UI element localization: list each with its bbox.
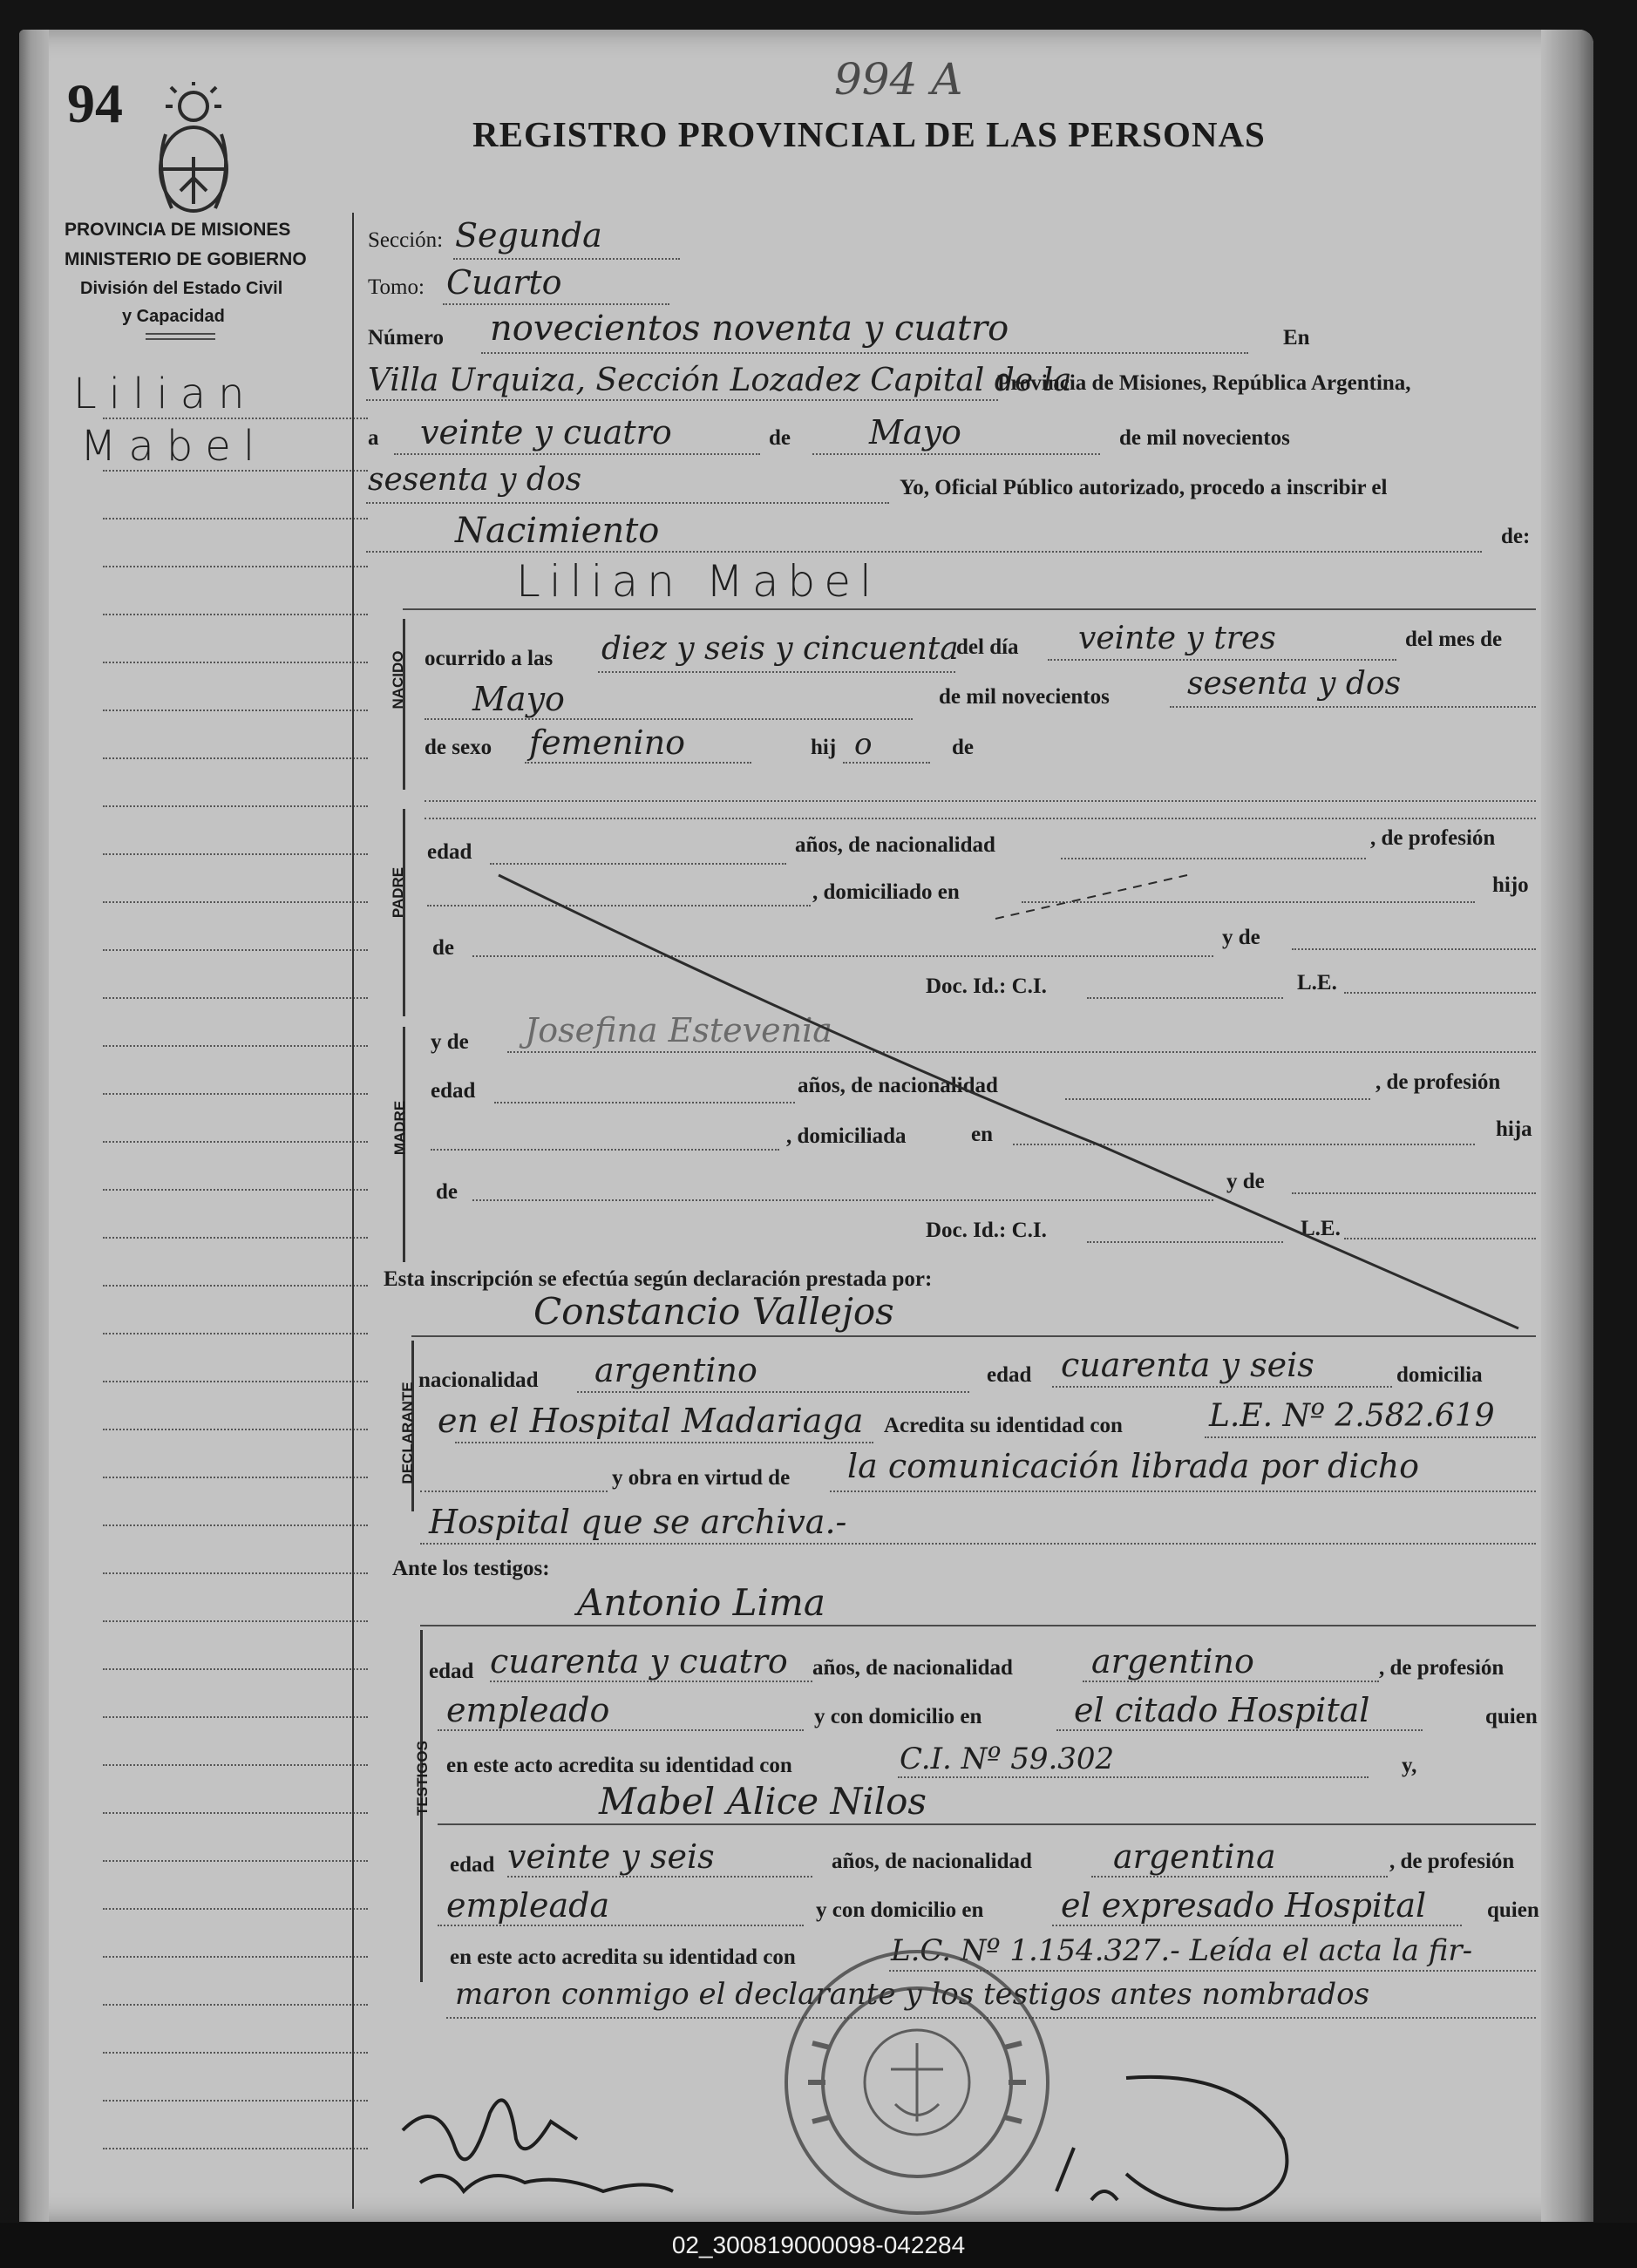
declarante-domicilia-label: domicilia (1396, 1363, 1483, 1387)
padre-side-label: PADRE (390, 866, 406, 919)
acredita-label: Acredita su identidad con (884, 1414, 1123, 1437)
mes-acta-line (812, 453, 1100, 455)
testigo1-nac-line (1083, 1681, 1379, 1682)
obra-pre-line (420, 1490, 608, 1492)
tomo-value: Cuarto (446, 263, 562, 302)
numero-line (481, 352, 1248, 354)
declarante-id: L.E. Nº 2.582.619 (1209, 1398, 1495, 1434)
testigo2-edad-line (507, 1876, 812, 1878)
hij-de-label: de (952, 736, 974, 759)
a-label: a (368, 426, 379, 450)
hij-suffix-value: o (854, 727, 873, 762)
testigo1-edad-line (490, 1681, 812, 1682)
ocurrido-label: ocurrido a las (425, 647, 554, 670)
testigo1-acredita-label: en este acto acredita su identidad con (446, 1754, 792, 1777)
declarante-nombre-line (411, 1335, 1536, 1337)
acto-line (366, 551, 1482, 553)
testigo1-prof-line (438, 1729, 804, 1731)
testigo2-nombre: Mabel Alice Nilos (599, 1780, 927, 1823)
testigo1-domicilio-label: y con domicilio en (814, 1705, 982, 1728)
testigo2-nacionalidad: argentina (1113, 1837, 1276, 1876)
testigo2-edad-label: edad (450, 1853, 495, 1877)
lugar-line (366, 399, 998, 401)
declarante-side-label: DECLARANTE (399, 1382, 416, 1484)
testigo1-nac-label: años, de nacionalidad (812, 1656, 1013, 1680)
anio-acta-value: sesenta y dos (368, 462, 582, 498)
madre-nombre-value: Josefina Estevenia (525, 1011, 832, 1049)
anio-nac-value: sesenta y dos (1187, 666, 1402, 702)
seccion-line (453, 258, 680, 260)
mes-nac-line (425, 718, 913, 720)
office-ministry: MINISTERIO DE GOBIERNO (65, 249, 307, 269)
declarante-domicilio: en el Hospital Madariaga (438, 1402, 864, 1440)
virtud-line-2 (420, 1543, 1536, 1545)
declarante-nac-label: nacionalidad (418, 1368, 539, 1392)
padre-edad-label: edad (427, 840, 472, 864)
sexo-line (525, 762, 751, 764)
anio-nac-line (1170, 706, 1536, 708)
dia-nac-line (1048, 659, 1396, 661)
tomo-line (443, 303, 669, 305)
hijo-label: hijo (1492, 873, 1529, 897)
madre-le-label: L.E. (1301, 1217, 1341, 1240)
padre-prof-label: , de profesión (1370, 826, 1496, 850)
office-province: PROVINCIA DE MISIONES (65, 220, 291, 240)
office-division: División del Estado Civil (80, 279, 283, 298)
testigo2-prof-line (438, 1925, 804, 1926)
archive-annotation: 994 A (834, 54, 963, 105)
testigo2-acredita-label: en este acto acredita su identidad con (450, 1945, 796, 1969)
testigo1-profesion: empleado (446, 1691, 610, 1729)
virtud-line (830, 1490, 1536, 1492)
padre-y-de-label: y de (1222, 926, 1260, 949)
testigo1-edad: cuarenta y cuatro (490, 1642, 788, 1681)
testigo1-quien-label: quien (1485, 1705, 1538, 1728)
seccion-label: Sección: (368, 228, 444, 252)
y-coma-label: y, (1402, 1754, 1417, 1777)
hij-label: hij (811, 736, 837, 759)
signature-declarante (385, 2061, 699, 2209)
declarante-domicilio-line (455, 1442, 873, 1443)
declarante-id-line (1205, 1436, 1536, 1438)
seccion-value: Segunda (455, 216, 602, 255)
provincia-label: Provincia de Misiones, República Argentina, (997, 371, 1411, 395)
padre-de-label: de (432, 936, 454, 960)
testigo2-nac-label: años, de nacionalidad (832, 1850, 1032, 1873)
testigo2-edad: veinte y seis (507, 1837, 715, 1876)
nombre-line (403, 608, 1536, 610)
oficial-label: Yo, Oficial Público autorizado, procedo a inscribir el (900, 476, 1388, 499)
madre-domicilio-label: , domiciliada (786, 1124, 907, 1148)
de-label: de (769, 426, 791, 450)
official-seal-stamp (778, 1939, 1056, 2222)
declarante-edad-line (1052, 1386, 1392, 1388)
madre-prof-label: , de profesión (1375, 1070, 1501, 1094)
padre-doc-label: Doc. Id.: C.I. (926, 974, 1047, 998)
tomo-label: Tomo: (368, 275, 425, 299)
de-mil-label: de mil novecientos (1119, 426, 1290, 450)
footer-bar (0, 2223, 1637, 2268)
madre-side-label: MADRE (391, 1100, 408, 1156)
virtud-value: la comunicación librada por dicho (847, 1447, 1420, 1485)
hij-line (843, 762, 930, 764)
book-binding (19, 30, 49, 2222)
obra-label: y obra en virtud de (612, 1466, 791, 1490)
madre-edad-label: edad (431, 1079, 476, 1103)
sexo-value: femenino (529, 723, 686, 762)
madre-y-de-label: y de (431, 1030, 469, 1054)
testigo1-domicilio: el citado Hospital (1074, 1691, 1370, 1729)
virtud-value-2: Hospital que se archiva.- (429, 1503, 847, 1541)
cierre-text: maron conmigo el declarante y los testigos antes nombrados (455, 1977, 1370, 2012)
testigo2-quien-label: quien (1487, 1898, 1539, 1922)
register-page (19, 30, 1593, 2222)
padre-le-label: L.E. (1297, 971, 1337, 995)
testigos-side-label: TESTIGOS (414, 1741, 431, 1816)
declarante-edad-label: edad (987, 1363, 1032, 1387)
margin-divider (352, 213, 354, 2209)
anio-acta-line (366, 502, 889, 504)
de-colon-label: de: (1501, 525, 1531, 548)
hora-line (598, 671, 955, 673)
del-mes-label: del mes de (1405, 628, 1503, 651)
dia-acta-value: veinte y cuatro (420, 413, 672, 452)
coat-of-arms-emblem (150, 82, 237, 230)
hija-label: hija (1496, 1117, 1532, 1141)
mes-nac-value: Mayo (472, 680, 565, 718)
testigo2-domicilio-line (1052, 1925, 1462, 1926)
testigo2-id: L.C. Nº 1.154.327.- Leída el acta la fir- (891, 1933, 1473, 1968)
nacido-side-label: NACIDO (390, 650, 406, 710)
testigo2-domicilio-label: y con domicilio en (816, 1898, 984, 1922)
margin-name-second: Mabel (80, 422, 268, 471)
signature-oficial (1022, 2061, 1309, 2217)
testigo1-prof-label: , de profesión (1379, 1656, 1505, 1680)
office-underline-2 (146, 338, 215, 340)
madre-y-de2-label: y de (1226, 1170, 1265, 1193)
padre-domicilio-label: , domiciliado en (812, 880, 960, 904)
testigo2-nombre-line (438, 1823, 1536, 1825)
testigo2-nac-line (1091, 1876, 1388, 1878)
testigo2-domicilio: el expresado Hospital (1061, 1886, 1427, 1925)
dia-nac-value: veinte y tres (1078, 621, 1276, 656)
madre-de-label: de (436, 1180, 458, 1204)
mes-acta-value: Mayo (869, 413, 961, 452)
office-division-2: y Capacidad (122, 307, 225, 326)
office-underline (146, 333, 215, 335)
nombre-inscripto: Lilian Mabel (516, 556, 880, 607)
numero-label: Número (368, 326, 445, 350)
scan-identifier: 02_300819000098-042284 (671, 2231, 966, 2258)
page-number: 94 (67, 72, 123, 134)
declarante-edad: cuarenta y seis (1061, 1346, 1314, 1384)
sexo-label: de sexo (425, 736, 492, 759)
padre-nac-label: años, de nacionalidad (795, 833, 995, 857)
page-edge (1541, 30, 1593, 2222)
hora-value: diez y seis y cincuenta (601, 631, 959, 667)
del-dia-label: del día (956, 635, 1019, 659)
testigo1-domicilio-line (1056, 1729, 1423, 1731)
declaracion-text: Esta inscripción se efectúa según declaración prestada por: (384, 1267, 933, 1291)
testigo1-edad-label: edad (429, 1660, 474, 1683)
declarante-nac-line (577, 1391, 969, 1393)
declarante-nombre: Constancio Vallejos (533, 1290, 894, 1333)
declarante-nacionalidad: argentino (594, 1351, 757, 1389)
testigo1-id-line (898, 1776, 1369, 1778)
madre-nac-label: años, de nacionalidad (798, 1074, 998, 1097)
testigo2-prof-label: , de profesión (1389, 1850, 1515, 1873)
nacido-parent-line (425, 800, 1536, 802)
de-mil-nac-label: de mil novecientos (939, 685, 1110, 709)
testigo1-id: C.I. Nº 59.302 (900, 1742, 1115, 1776)
madre-en-label: en (971, 1123, 993, 1146)
testigo1-nombre: Antonio Lima (577, 1581, 825, 1624)
acto-value: Nacimiento (455, 511, 660, 551)
padre-name-line (425, 818, 1536, 819)
testigo1-nacionalidad: argentino (1091, 1642, 1254, 1681)
testigo1-nombre-line (420, 1625, 1536, 1626)
lugar-value: Villa Urquiza, Sección Lozadez Capital de la (368, 363, 1072, 398)
dia-acta-line (394, 453, 760, 455)
testigo2-profesion: empleada (446, 1886, 610, 1925)
margin-name-first: Lilian (73, 370, 257, 418)
document-title: REGISTRO PROVINCIAL DE LAS PERSONAS (472, 114, 1266, 154)
madre-doc-label: Doc. Id.: C.I. (926, 1219, 1047, 1242)
numero-value: novecientos noventa y cuatro (490, 309, 1009, 349)
ante-testigos-label: Ante los testigos: (392, 1557, 550, 1580)
en-label: En (1283, 326, 1310, 350)
